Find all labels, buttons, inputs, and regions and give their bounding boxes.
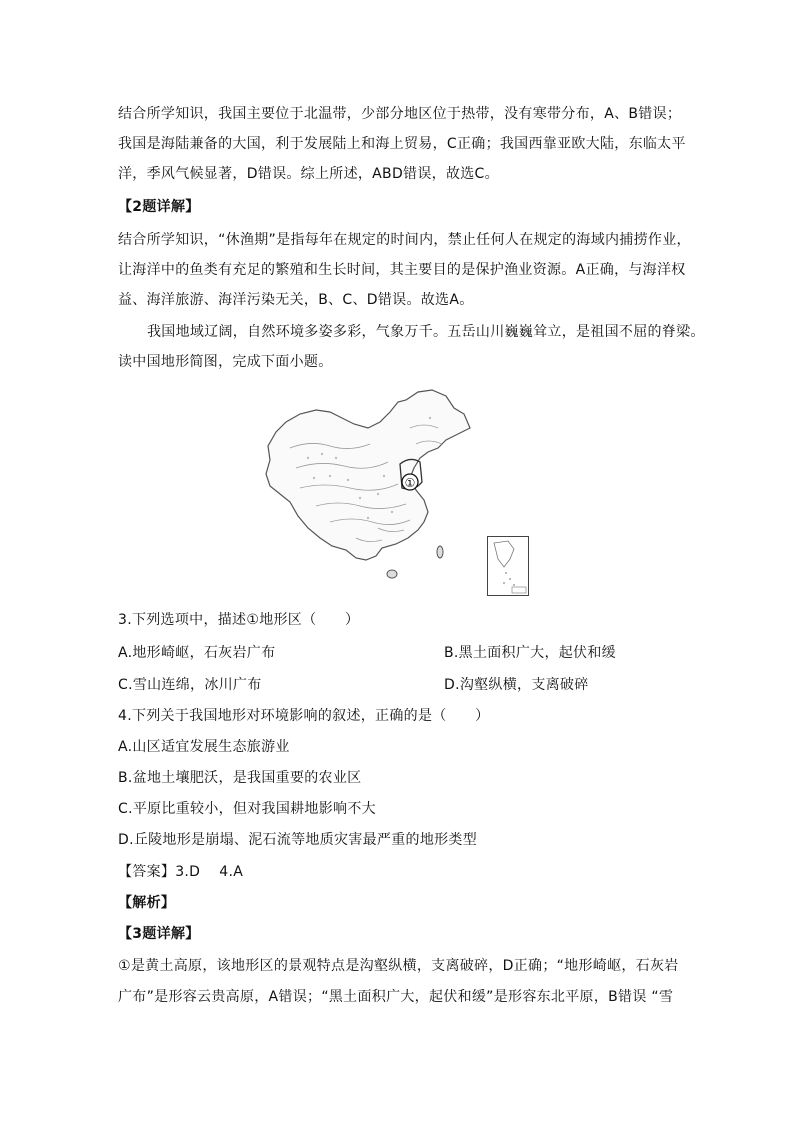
- text-line: 益、海洋旅游、海洋污染无关，B、C、D错误。故选A。: [118, 292, 474, 308]
- option-3d: D.沟壑纵横，支离破碎: [444, 677, 589, 693]
- text-line: 让海洋中的鱼类有充足的繁殖和生长时间，其主要目的是保护渔业资源。A正确，与海洋权: [118, 262, 686, 278]
- text-line: 广布”是形容云贵高原，A错误；“黑土面积广大，起伏和缓”是形容东北平原，B错误 “雪: [118, 989, 674, 1005]
- map-marker-label: ①: [404, 476, 416, 490]
- option-3c: C.雪山连绵，冰川广布: [118, 677, 262, 693]
- question-3: 3.下列选项中，描述①地形区（ ）: [118, 612, 360, 628]
- text-line: 结合所学知识，“休渔期”是指每年在规定的时间内，禁止任何人在规定的海域内捕捞作业，: [118, 232, 691, 248]
- option-3b: B.黑土面积广大，起伏和缓: [444, 645, 616, 661]
- paragraph-text: 我国地域辽阔，自然环境多姿多彩，气象万千。五岳山川巍巍耸立，是祖国不屈的脊梁。: [147, 324, 705, 340]
- south-china-sea-inset: [487, 536, 529, 596]
- option-4d: D.丘陵地形是崩塌、泥石流等地质灾害最严重的地形类型: [118, 832, 478, 848]
- text-line: ①是黄土高原，该地形区的景观特点是沟壑纵横，支离破碎，D正确；“地形崎岖，石灰岩: [118, 958, 679, 974]
- text-line: 洋，季风气候显著，D错误。综上所述，ABD错误，故选C。: [118, 166, 499, 182]
- option-3a: A.地形崎岖，石灰岩广布: [118, 645, 276, 661]
- text-line: 我国是海陆兼备的大国，利于发展陆上和海上贸易，C正确；我国西靠亚欧大陆，东临太平: [118, 136, 686, 152]
- option-4c: C.平原比重较小，但对我国耕地影响不大: [118, 801, 376, 817]
- analysis-heading: 【解析】: [118, 895, 176, 911]
- option-4b: B.盆地土壤肥沃，是我国重要的农业区: [118, 770, 362, 786]
- text-line: 结合所学知识，我国主要位于北温带，少部分地区位于热带，没有寒带分布，A、B错误；: [118, 106, 682, 122]
- option-4a: A.山区适宜发展生态旅游业: [118, 739, 290, 755]
- inset-graphic: [488, 537, 528, 595]
- paragraph-text: 读中国地形简图，完成下面小题。: [118, 354, 333, 370]
- answer-line: 【答案】3.D 4.A: [118, 864, 244, 880]
- section-heading: 【3题详解】: [118, 926, 200, 942]
- question-4: 4.下列关于我国地形对环境影响的叙述，正确的是（ ）: [118, 708, 490, 724]
- section-heading: 【2题详解】: [118, 199, 200, 215]
